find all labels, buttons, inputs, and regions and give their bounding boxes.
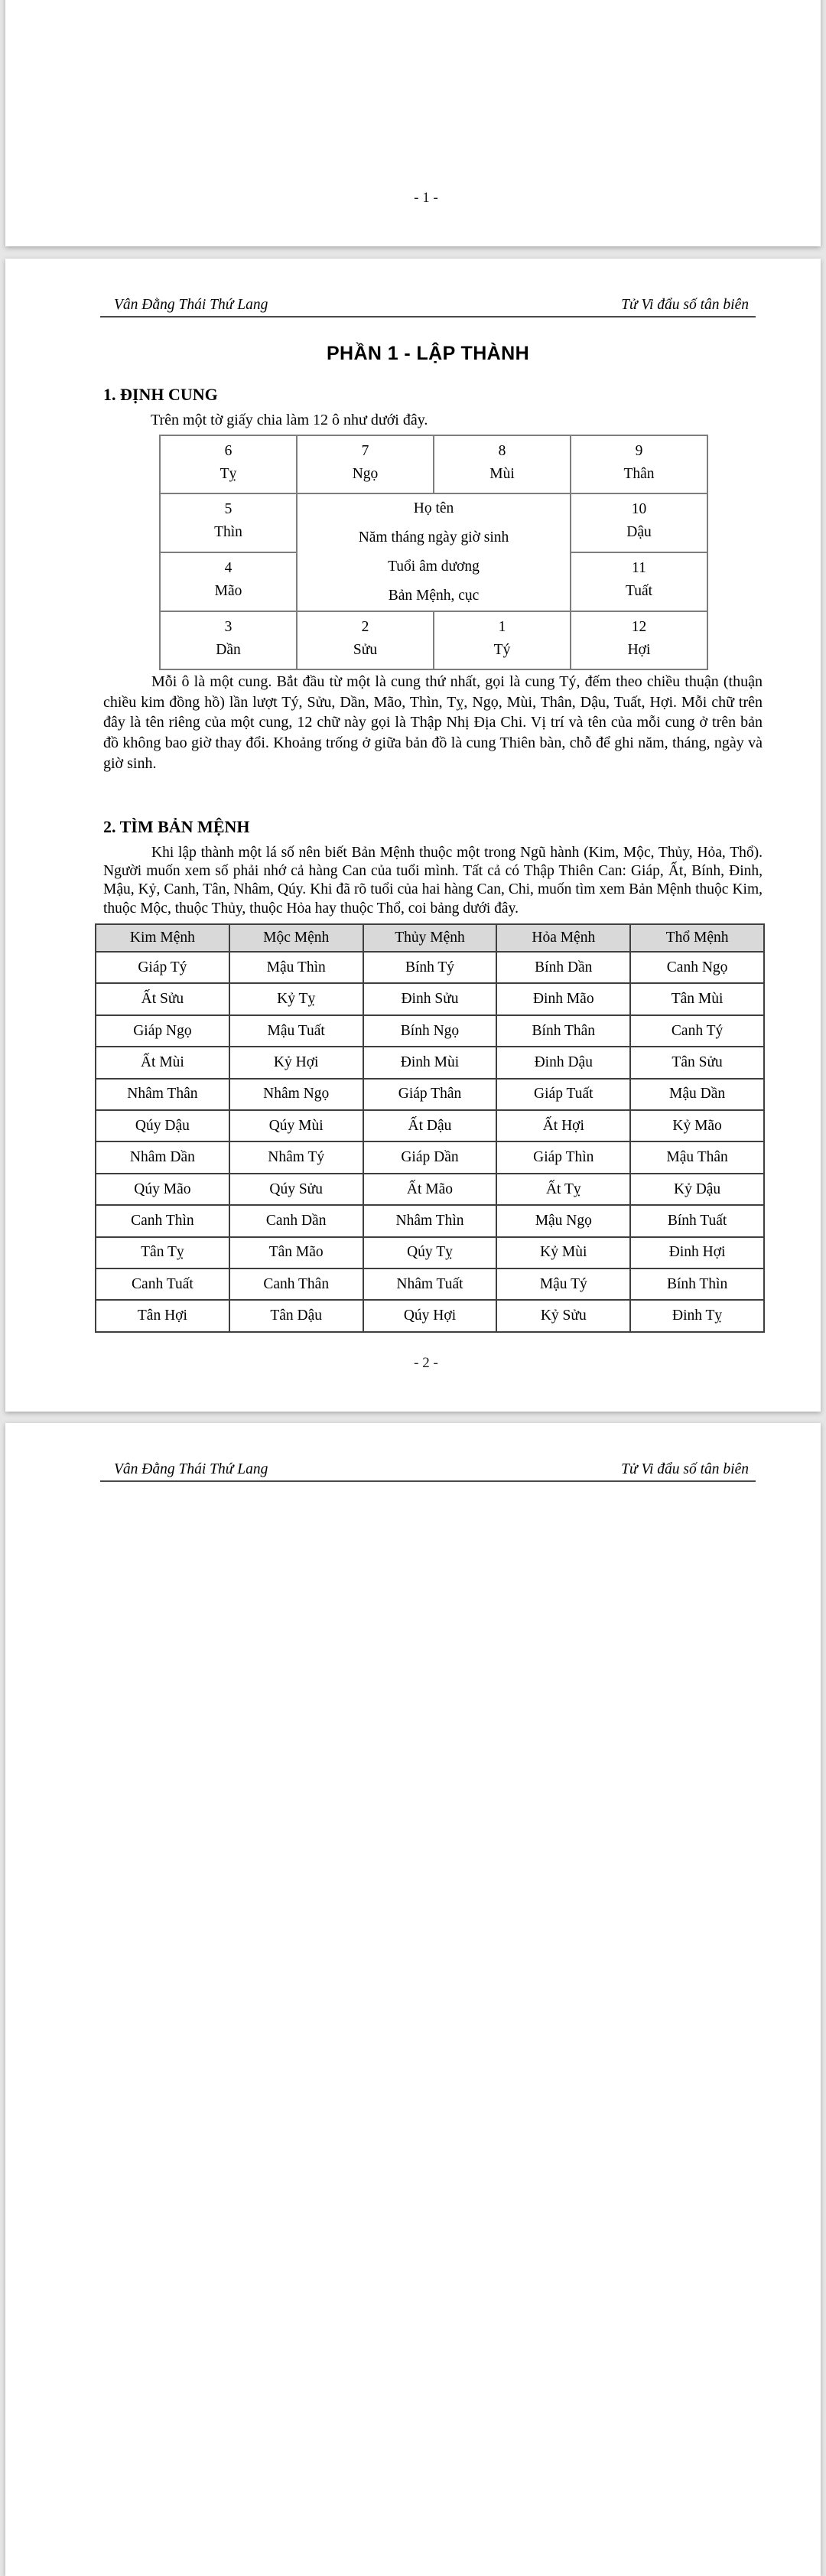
menh-row [96,1300,764,1332]
menh-cell: Kỷ Mùi [496,1237,630,1268]
menh-cell: Mậu Tuất [229,1015,363,1047]
ban-menh-table [95,923,765,1333]
menh-cell: Qúy Mùi [229,1110,363,1141]
menh-cell: Qúy Hợi [363,1300,497,1332]
menh-cell: Ất Tỵ [496,1174,630,1205]
menh-cell: Bính Tý [363,952,497,983]
document-page-2 [5,259,821,1412]
palace-cell-12-hoi [571,611,707,669]
palace-number: 7 [361,443,369,459]
menh-cell: Giáp Tuất [496,1079,630,1110]
palace-cell-8-mui [434,435,571,493]
section-1-intro: Trên một tờ giấy chia làm 12 ô như dưới đây. [151,412,428,428]
menh-row [96,1205,764,1236]
menh-cell: Giáp Thân [363,1079,497,1110]
palace-name: Thìn [214,524,242,540]
menh-cell: Bính Thìn [630,1268,764,1300]
palace-name: Tỵ [220,466,237,482]
palace-number: 4 [224,560,233,576]
menh-header-row [96,924,764,952]
menh-cell: Đinh Dậu [496,1047,630,1078]
running-header-book-title: Tử Vi đẩu số tân biên [621,1461,749,1477]
palace-cell-7-ngo [297,435,434,493]
menh-cell: Nhâm Thân [96,1079,229,1110]
menh-cell: Canh Thìn [96,1205,229,1236]
menh-cell: Đinh Hợi [630,1237,764,1268]
menh-cell: Ất Mão [363,1174,497,1205]
menh-cell: Canh Dần [229,1205,363,1236]
menh-row [96,1110,764,1141]
menh-cell: Đinh Sửu [363,983,497,1014]
palace-number: 5 [224,501,233,517]
menh-cell: Kỷ Mão [630,1110,764,1141]
menh-cell: Giáp Thìn [496,1141,630,1173]
menh-cell: Canh Ngọ [630,952,764,983]
palace-name: Hợi [627,642,651,658]
palace-name: Tý [493,642,511,658]
menh-cell: Ất Mùi [96,1047,229,1078]
menh-cell: Mậu Ngọ [496,1205,630,1236]
document-page-1 [5,0,821,246]
menh-header-thuy: Thủy Mệnh [363,924,497,952]
palace-number: 6 [224,443,233,459]
menh-cell: Ất Sửu [96,983,229,1014]
menh-cell: Qúy Dậu [96,1110,229,1141]
menh-header-kim: Kim Mệnh [96,924,229,952]
palace-cell-2-suu [297,611,434,669]
menh-row [96,1237,764,1268]
page-number: - 2 - [414,1355,438,1371]
palace-name: Thân [623,466,655,482]
section-1-paragraph: Mỗi ô là một cung. Bắt đầu từ một là cung thứ nhất, gọi là cung Tý, đếm theo chiều thuận (thuận chiều kim đồng hồ) lần lượt Tý, Sửu, Dần, Mão, Thìn, Tỵ, Ngọ, Mùi, Thân, Dậu, Tuất, Hợi. Mỗi chữ trên đây là tên riêng của một cung, 12 chữ này gọi là Thập Nhị Địa Chi. Vị trí và tên của mỗi cung ở trên bản đồ không bao giờ thay đổi. Khoảng trống ở giữa bản đồ là cung Thiên bàn, chỗ để ghi năm, tháng, ngày và giờ sinh. [103,673,763,772]
palace-number: 1 [498,619,506,635]
palace-cell-10-dau [571,493,707,552]
part-title: PHẦN 1 - LẬP THÀNH [326,343,530,364]
menh-row [96,952,764,983]
center-line: Họ tên [413,500,454,516]
menh-row [96,983,764,1014]
palace-name: Dậu [626,524,652,540]
palace-cell-9-than [571,435,707,493]
palace-cell-5-thin [160,493,297,552]
palace-row [160,435,707,493]
menh-row [96,1268,764,1300]
running-header [100,297,756,318]
menh-cell: Giáp Dần [363,1141,497,1173]
menh-cell: Qúy Tỵ [363,1237,497,1268]
menh-cell: Kỷ Hợi [229,1047,363,1078]
menh-cell: Đinh Tỵ [630,1300,764,1332]
menh-cell: Canh Tuất [96,1268,229,1300]
menh-row [96,1015,764,1047]
palace-cell-11-tuat [571,552,707,611]
center-line: Năm tháng ngày giờ sinh [358,529,509,545]
running-header-author: Vân Đằng Thái Thứ Lang [114,297,268,313]
palace-cell-3-dan [160,611,297,669]
menh-header-hoa: Hỏa Mệnh [496,924,630,952]
menh-cell: Tân Sửu [630,1047,764,1078]
palace-name: Ngọ [352,466,379,482]
palace-number: 2 [361,619,369,635]
menh-cell: Qúy Mão [96,1174,229,1205]
palace-number: 10 [631,501,647,517]
menh-header-tho: Thổ Mệnh [630,924,764,952]
menh-cell: Canh Thân [229,1268,363,1300]
menh-row [96,1141,764,1173]
center-line: Tuổi âm dương [388,559,480,575]
palace-name: Mão [214,583,242,599]
menh-cell: Kỷ Sửu [496,1300,630,1332]
palace-number: 12 [631,619,647,635]
document-page-3 [5,1423,821,2576]
menh-cell: Tân Mùi [630,983,764,1014]
menh-row [96,1174,764,1205]
palace-number: 3 [224,619,233,635]
menh-cell: Bính Thân [496,1015,630,1047]
menh-cell: Nhâm Thìn [363,1205,497,1236]
running-header [100,1461,756,1482]
palace-grid-table [159,435,708,670]
menh-cell: Nhâm Dần [96,1141,229,1173]
palace-number: 8 [498,443,506,459]
menh-cell: Bính Ngọ [363,1015,497,1047]
menh-cell: Mậu Thân [630,1141,764,1173]
center-line: Bản Mệnh, cục [388,588,480,604]
palace-name: Dần [216,642,241,658]
section-1-heading: 1. ĐỊNH CUNG [103,385,218,404]
menh-cell: Đinh Mão [496,983,630,1014]
palace-cell-4-mao [160,552,297,611]
page-number: - 1 - [414,190,438,206]
menh-cell: Đinh Mùi [363,1047,497,1078]
palace-center-thien-ban [297,493,571,611]
menh-cell: Ất Dậu [363,1110,497,1141]
palace-name: Mùi [489,466,515,482]
running-header-author: Vân Đằng Thái Thứ Lang [114,1461,268,1477]
menh-row [96,1047,764,1078]
palace-cell-6-ty [160,435,297,493]
menh-cell: Tân Dậu [229,1300,363,1332]
menh-cell: Kỷ Dậu [630,1174,764,1205]
menh-cell: Giáp Tý [96,952,229,983]
menh-cell: Kỷ Tỵ [229,983,363,1014]
menh-cell: Nhâm Tuất [363,1268,497,1300]
menh-cell: Nhâm Tý [229,1141,363,1173]
menh-cell: Nhâm Ngọ [229,1079,363,1110]
menh-cell: Bính Tuất [630,1205,764,1236]
menh-cell: Ất Hợi [496,1110,630,1141]
section-2-paragraph: Khi lập thành một lá số nên biết Bản Mệnh thuộc một trong Ngũ hành (Kim, Mộc, Thủy, Hỏa, Thổ). Người muốn xem số phải nhớ cả hàng Can của tuổi mình. Tất cả có Thập Thiên Can: Giáp, Ất, Bính, Đinh, Mậu, Kỷ, Canh, Tân, Nhâm, Qúy. Khi đã rõ tuổi của hai hàng Can, Chi, muốn tìm xem Bản Mệnh thuộc Kim, thuộc Mộc, thuộc Thủy, thuộc Hỏa hay thuộc Thổ, coi bảng dưới đây. [103,845,763,917]
menh-header-moc: Mộc Mệnh [229,924,363,952]
menh-cell: Tân Hợi [96,1300,229,1332]
menh-cell: Qúy Sửu [229,1174,363,1205]
running-header-book-title: Tử Vi đẩu số tân biên [621,297,749,313]
palace-cell-1-ty [434,611,571,669]
menh-cell: Bính Dần [496,952,630,983]
palace-name: Tuất [625,583,653,599]
menh-row [96,1079,764,1110]
menh-cell: Mậu Dần [630,1079,764,1110]
menh-cell: Tân Tỵ [96,1237,229,1268]
menh-cell: Mậu Tý [496,1268,630,1300]
menh-cell: Canh Tý [630,1015,764,1047]
menh-cell: Tân Mão [229,1237,363,1268]
section-2-heading: 2. TÌM BẢN MỆNH [103,817,250,836]
palace-number: 11 [632,560,646,576]
menh-cell: Giáp Ngọ [96,1015,229,1047]
palace-row [160,611,707,669]
palace-name: Sửu [353,642,378,658]
menh-cell: Mậu Thìn [229,952,363,983]
palace-row [160,493,707,552]
palace-number: 9 [635,443,643,459]
